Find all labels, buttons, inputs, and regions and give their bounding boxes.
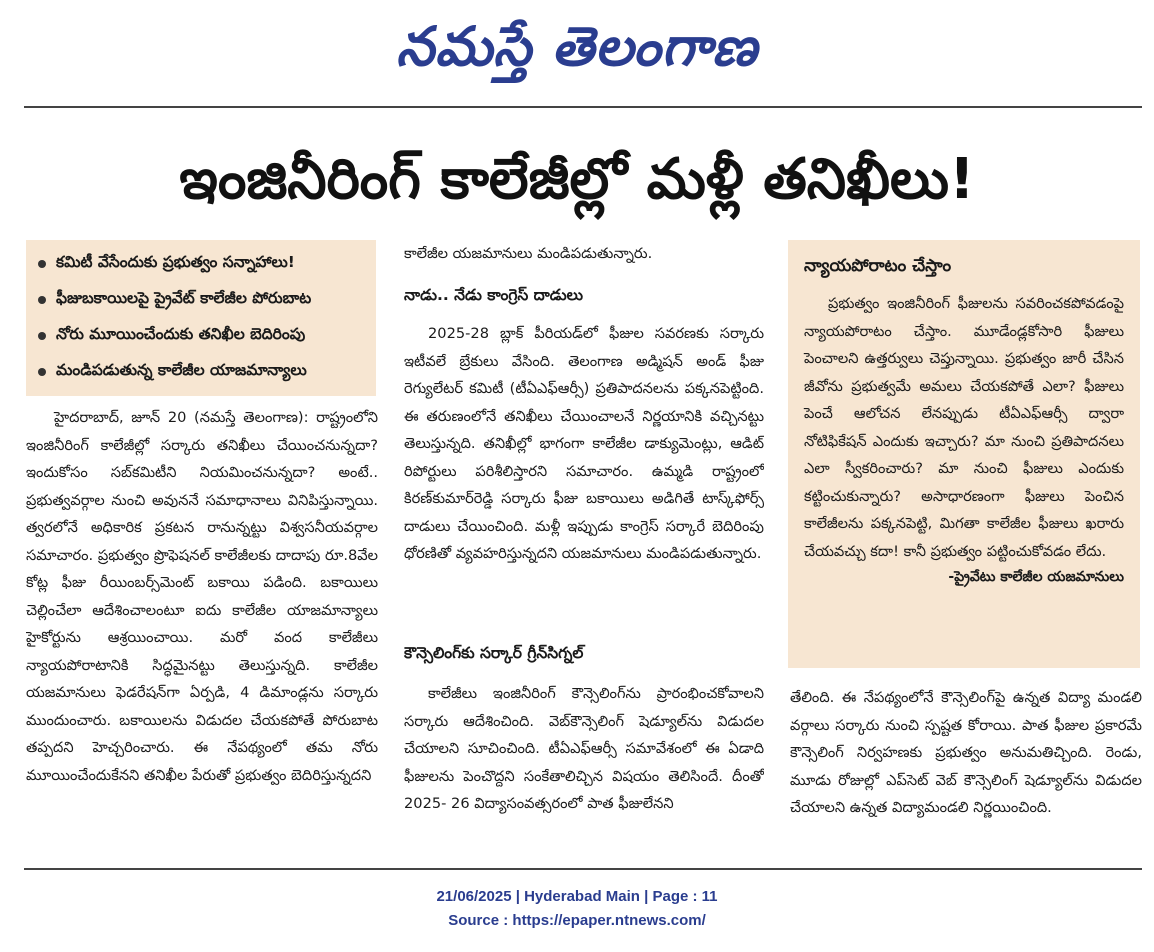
footer-edition-info: 21/06/2025 | Hyderabad Main | Page : 11 — [436, 888, 718, 905]
masthead-divider — [24, 106, 1142, 108]
bullet-icon — [38, 332, 46, 340]
highlight-item: ఫీజుబకాయిలపై ప్రైవేట్ కాలేజీల పోరుబాట — [32, 282, 370, 318]
quote-sidebar — [788, 240, 1140, 668]
sidebar-signature: -ప్రైవేటు కాలేజీల యజమానులు — [948, 569, 1124, 585]
highlight-item: కమిటీ వేసేందుకు ప్రభుత్వం సన్నాహాలు! — [32, 246, 370, 282]
newspaper-masthead: నమస్తే తెలంగాణ — [396, 14, 758, 78]
bullet-icon — [38, 368, 46, 376]
highlight-item: మండిపడుతున్న కాలేజీల యాజమాన్యాలు — [32, 354, 370, 390]
article-column-2-para-2: కాలేజీలు ఇంజినీరింగ్ కౌన్సెలింగ్‌ను ప్రారంభించకోవాలని సర్కారు ఆదేశించింది. వెబ్‌కౌన్సెలింగ్ షెడ్యూల్‌ను విడుదల చేయాలని సూచించింది. టీఏఎఫ్ఆర్సీ సమావేశంలో ఈ ఏడాది ఫీజులను పెంచొద్దని సంకేతాలిచ్చిన విషయం తెలిసిందే. దీంతో 2025- 26 విద్యాసంవత్సరంలో పాత ఫీజులేనని — [404, 685, 764, 812]
footer-divider — [24, 868, 1142, 870]
headline: ఇంజినీరింగ్ కాలేజీల్లో మళ్లీ తనిఖీలు! — [179, 147, 975, 212]
article-column-2-top: కాలేజీల యజమానులు మండిపడుతున్నారు. — [404, 245, 653, 262]
bullet-icon — [38, 260, 46, 268]
article-column-1: హైదరాబాద్, జూన్ 20 (నమస్తే తెలంగాణ): రాష్ట్రంలోని ఇంజినీరింగ్ కాలేజీల్లో సర్కారు తనిఖీలు చేయించనున్నదా? ఇందుకోసం సబ్‌కమిటీని నియమించనున్నదా? అంటే.. ప్రభుత్వవర్గాల నుంచి అవుననే సమాధానాలు వినిపిస్తున్నాయి. త్వరలోనే అధికారిక ప్రకటన రానున్నట్టు విశ్వసనీయవర్గాల సమాచారం. ప్రభుత్వం ప్రొఫెషనల్ కాలేజీలకు దాదాపు రూ.8వేల కోట్ల ఫీజు రీయింబర్స్‌మెంట్ బకాయి పడింది. బకాయిలు చెల్లించేలా ఆదేశించాలంటూ ఐదు కాలేజీల యాజమాన్యాలు హైకోర్టును ఆశ్రయించాయి. మరో వంద కాలేజీలు న్యాయపోరాటానికి సిద్ధమైనట్టు తెలుస్తున్నది. కాలేజీల యజమానులు ఫెడరేషన్‌గా ఏర్పడి, 4 డిమాండ్లను సర్కారు ముందుంచారు. బకాయిలను విడుదల చేయకపోతే పోరుబాట తప్పదని హెచ్చరించారు. ఈ నేపథ్యంలో తమ నోరు మూయించేందుకేనని తనిఖీల పేరుతో ప్రభుత్వం బెదిరిస్తున్నదని — [26, 409, 378, 784]
subheading-2: కౌన్సెలింగ్‌కు సర్కార్ గ్రీన్‌సిగ్నల్ — [404, 644, 584, 662]
article-column-2-para-1: 2025-28 బ్లాక్ పీరియడ్‌లో ఫీజుల సవరణకు సర్కారు ఇటీవలే బ్రేకులు వేసింది. తెలంగాణ అడ్మిషన్ అండ్ ఫీజు రెగ్యులేటర్ కమిటీ (టీఏఎఫ్ఆర్సీ) ప్రతిపాదనలను పక్కనపెట్టింది. ఈ తరుణంలోనే తనిఖీలు చేయించాలనే నిర్ణయానికి వచ్చినట్టు తెలుస్తున్నది. తనిఖీల్లో భాగంగా కాలేజీల డాక్యుమెంట్లు, ఆడిట్ రిపోర్టులు పరిశీలిస్తారని సమాచారం. ఉమ్మడి రాష్ట్రంలో కిరణ్‌కుమార్‌రెడ్డి సర్కారు ఫీజు బకాయిలు అడిగితే టాస్క్‌ఫోర్స్ దాడులు చేయించింది. మళ్లీ ఇప్పుడు కాంగ్రెస్ సర్కారే బెదిరింపు ధోరణితో వ్యవహరిస్తున్నదని యజమానులు మండిపడుతున్నారు. — [404, 325, 764, 562]
highlight-item: నోరు మూయించేందుకు తనిఖీల బెదిరింపు — [32, 318, 370, 354]
bullet-icon — [38, 296, 46, 304]
highlights-box — [26, 240, 376, 396]
sidebar-title: న్యాయపోరాటం చేస్తాం — [804, 256, 952, 276]
footer-source-link[interactable]: Source : https://epaper.ntnews.com/ — [448, 912, 706, 929]
sidebar-body: ప్రభుత్వం ఇంజినీరింగ్ ఫీజులను సవరించకపోవడంపై న్యాయపోరాటం చేస్తాం. మూడేండ్లకోసారి ఫీజులు పెంచాలని ఉత్తర్వులు చెప్తున్నాయి. ప్రభుత్వం జారీ చేసిన జీవోను ప్రభుత్వమే అమలు చేయకపోతే ఎలా? ఫీజులు పెంచే ఆలోచన లేనప్పుడు టీఏఎఫ్ఆర్సీ ద్వారా నోటిఫికేషన్ ఎందుకు ఇచ్చారు? మా నుంచి ప్రతిపాదనలు ఎలా స్వీకరించారు? మా నుంచి ఫీజులు ఎందుకు కట్టించుకున్నారు? అసాధారణంగా ఫీజులు పెంచిన కాలేజీలను పక్కనపెట్టి, మిగతా కాలేజీల ఫీజులు ఖరారు చేయవచ్చు కదా! కానీ ప్రభుత్వం పట్టించుకోవడం లేదు. — [804, 295, 1124, 560]
article-column-3-bottom: తేలింది. ఈ నేపథ్యంలోనే కౌన్సెలింగ్‌పై ఉన్నత విద్యా మండలి వర్గాలు సర్కారు నుంచి స్పష్టత కోరాయి. పాత ఫీజుల ప్రకారమే కౌన్సెలింగ్ నిర్వహణకు ప్రభుత్వం అనుమతిచ్చింది. రెండు, మూడు రోజుల్లో ఎప్‌సెట్ వెబ్ కౌన్సెలింగ్ షెడ్యూల్‌ను విడుదల చేయాలని ఉన్నత విద్యామండలి నిర్ణయించింది. — [790, 689, 1142, 816]
subheading-1: నాడు.. నేడు కాంగ్రెస్ దాడులు — [404, 286, 583, 304]
